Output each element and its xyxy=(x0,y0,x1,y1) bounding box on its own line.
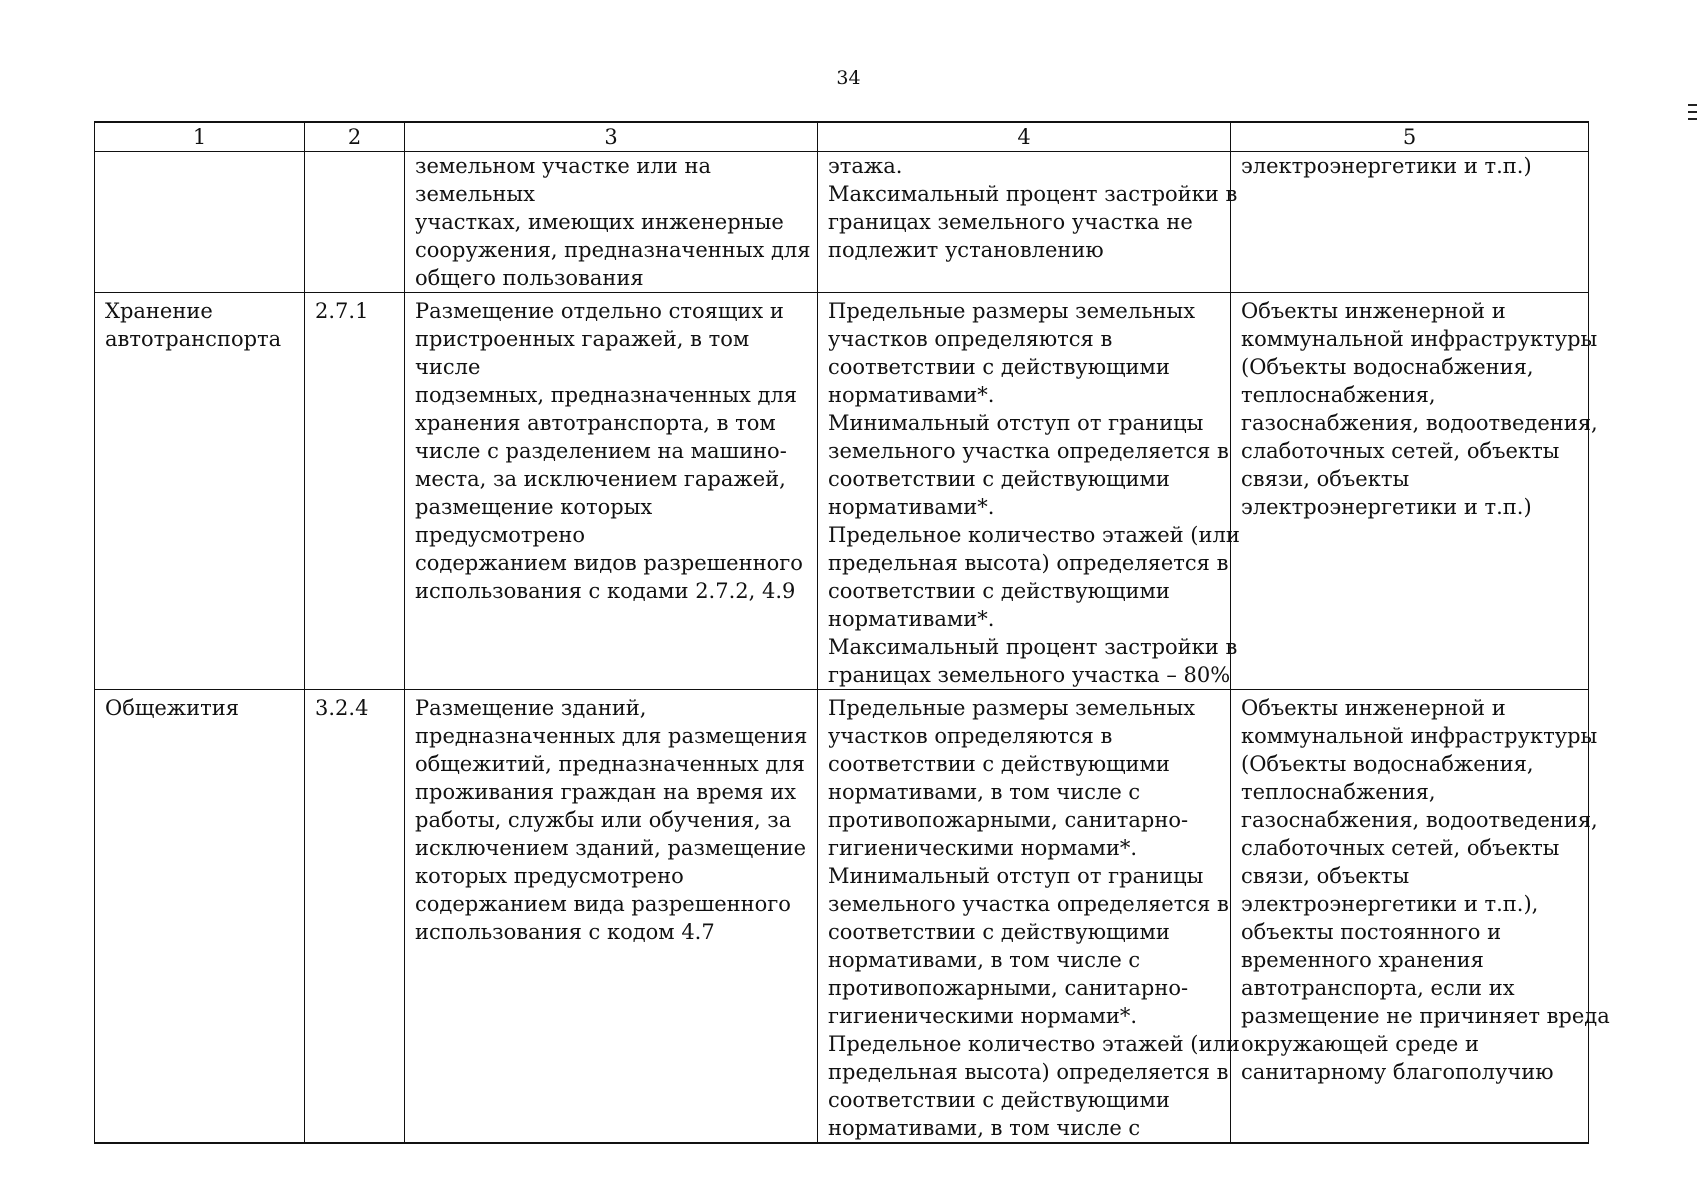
auxiliary-uses-cell xyxy=(1231,690,1610,1144)
cell-line: пристроенных гаражей, в том числе xyxy=(415,327,750,379)
cell-text: Общежития xyxy=(105,696,239,720)
use-code-cell xyxy=(305,293,405,690)
cell-line: автотранспорта, если их xyxy=(1241,976,1515,1000)
cell-line: границах земельного участка – 80% xyxy=(828,663,1231,687)
cell-line: связи, объекты xyxy=(1241,467,1410,491)
zoning-table xyxy=(94,121,1610,1144)
cell-line: границах земельного участка не xyxy=(828,210,1193,234)
table-row xyxy=(95,293,1589,690)
use-name-cell xyxy=(95,690,305,1144)
cell-line: Объекты инженерной и xyxy=(1241,696,1506,720)
edge-mark xyxy=(1688,111,1697,113)
cell-line: коммунальной инфраструктуры xyxy=(1241,724,1598,748)
cell-line: числе с разделением на машино- xyxy=(415,439,787,463)
cell-line: гигиеническими нормами*. xyxy=(828,1004,1138,1028)
use-description-cell xyxy=(405,152,818,293)
cell-line: земельного участка определяется в xyxy=(828,892,1229,916)
cell-text: 3.2.4 xyxy=(315,696,369,720)
cell-line: подлежит установлению xyxy=(828,238,1104,262)
cell-line: коммунальной инфраструктуры xyxy=(1241,327,1598,351)
cell-line: газоснабжения, водоотведения, xyxy=(1241,808,1598,832)
cell-line: соответствии с действующими xyxy=(828,752,1170,776)
cell-line: Предельное количество этажей (или xyxy=(828,523,1240,547)
cell-text: Хранение автотранспорта xyxy=(105,299,282,351)
parameters-cell xyxy=(818,152,1238,293)
cell-line: использования с кодом 4.7 xyxy=(415,920,715,944)
cell-line: содержанием вида разрешенного xyxy=(415,892,791,916)
use-code-cell xyxy=(305,152,405,293)
cell-line: связи, объекты xyxy=(1241,864,1410,888)
cell-line: содержанием видов разрешенного xyxy=(415,551,803,575)
cell-line: Предельные размеры земельных xyxy=(828,696,1196,720)
cell-line: теплоснабжения, xyxy=(1241,383,1436,407)
cell-line: противопожарными, санитарно- xyxy=(828,976,1189,1000)
cell-line: нормативами*. xyxy=(828,383,995,407)
cell-line: земельном участке или на земельных xyxy=(415,154,711,206)
auxiliary-uses-cell xyxy=(1231,152,1589,293)
cell-line: (Объекты водоснабжения, xyxy=(1241,355,1534,379)
cell-line: объекты постоянного и xyxy=(1241,920,1502,944)
cell-line: соответствии с действующими xyxy=(828,579,1170,603)
cell-line: хранения автотранспорта, в том xyxy=(415,411,776,435)
cell-line: проживания граждан на время их xyxy=(415,780,797,804)
cell-line: сооружения, предназначенных для xyxy=(415,238,811,262)
cell-line: Минимальный отступ от границы xyxy=(828,411,1204,435)
cell-line: Предельные размеры земельных xyxy=(828,299,1196,323)
cell-line: исключением зданий, размещение xyxy=(415,836,807,860)
use-description-cell xyxy=(405,293,818,690)
cell-line: предельная высота) определяется в xyxy=(828,1060,1229,1084)
cell-line: места, за исключением гаражей, xyxy=(415,467,786,491)
cell-line: предельная высота) определяется в xyxy=(828,551,1229,575)
cell-line: подземных, предназначенных для xyxy=(415,383,798,407)
cell-line: участков определяются в xyxy=(828,724,1113,748)
cell-line: окружающей среде и xyxy=(1241,1032,1479,1056)
cell-line: соответствии с действующими xyxy=(828,920,1170,944)
cell-line: теплоснабжения, xyxy=(1241,780,1436,804)
cell-line: которых предусмотрено xyxy=(415,864,684,888)
cell-line: работы, службы или обучения, за xyxy=(415,808,792,832)
cell-line: нормативами, в том числе с xyxy=(828,780,1141,804)
cell-line: соответствии с действующими xyxy=(828,1088,1170,1112)
cell-text: 2.7.1 xyxy=(315,299,369,323)
column-header: 3 xyxy=(405,122,818,152)
cell-line: Размещение зданий, xyxy=(415,696,647,720)
cell-line: размещение которых предусмотрено xyxy=(415,495,653,547)
cell-line: слаботочных сетей, объекты xyxy=(1241,439,1560,463)
cell-line: слаботочных сетей, объекты xyxy=(1241,836,1560,860)
cell-line: общего пользования xyxy=(415,266,644,290)
cell-line: Размещение отдельно стоящих и xyxy=(415,299,784,323)
page-number: 34 xyxy=(836,67,861,89)
cell-line: участках, имеющих инженерные xyxy=(415,210,784,234)
cell-line: Максимальный процент застройки в xyxy=(828,635,1238,659)
cell-line: санитарному благополучию xyxy=(1241,1060,1554,1084)
cell-line: (Объекты водоснабжения, xyxy=(1241,752,1534,776)
parameters-cell xyxy=(818,293,1240,690)
cell-line: нормативами, в том числе с xyxy=(828,1116,1141,1140)
cell-line: газоснабжения, водоотведения, xyxy=(1241,411,1598,435)
table-row xyxy=(95,152,1589,293)
cell-line: соответствии с действующими xyxy=(828,355,1170,379)
cell-line: Минимальный отступ от границы xyxy=(828,864,1204,888)
cell-line: общежитий, предназначенных для xyxy=(415,752,805,776)
cell-line: электроэнергетики и т.п.) xyxy=(1241,154,1532,178)
cell-line: земельного участка определяется в xyxy=(828,439,1229,463)
cell-line: нормативами*. xyxy=(828,607,995,631)
cell-line: противопожарными, санитарно- xyxy=(828,808,1189,832)
edge-mark xyxy=(1688,118,1697,120)
use-name-cell xyxy=(95,152,305,293)
cell-line: Объекты инженерной и xyxy=(1241,299,1506,323)
column-header: 5 xyxy=(1231,122,1589,152)
use-code-cell xyxy=(305,690,405,1144)
cell-line: гигиеническими нормами*. xyxy=(828,836,1138,860)
cell-line: соответствии с действующими xyxy=(828,467,1170,491)
table-header-row xyxy=(95,122,1589,152)
use-name-cell xyxy=(95,293,305,690)
cell-line: участков определяются в xyxy=(828,327,1113,351)
cell-line: электроэнергетики и т.п.) xyxy=(1241,495,1532,519)
column-header: 1 xyxy=(95,122,305,152)
column-header: 2 xyxy=(305,122,405,152)
column-header: 4 xyxy=(818,122,1231,152)
cell-line: Предельное количество этажей (или xyxy=(828,1032,1240,1056)
cell-line: этажа. xyxy=(828,154,903,178)
table-row xyxy=(95,690,1589,1144)
edge-mark xyxy=(1688,104,1697,106)
use-description-cell xyxy=(405,690,818,1144)
cell-line: временного хранения xyxy=(1241,948,1484,972)
cell-line: нормативами, в том числе с xyxy=(828,948,1141,972)
parameters-cell xyxy=(818,690,1240,1144)
cell-line: размещение не причиняет вреда xyxy=(1241,1004,1610,1028)
cell-line: предназначенных для размещения xyxy=(415,724,808,748)
auxiliary-uses-cell xyxy=(1231,293,1598,690)
cell-line: использования с кодами 2.7.2, 4.9 xyxy=(415,579,796,603)
cell-line: Максимальный процент застройки в xyxy=(828,182,1238,206)
edge-marks xyxy=(1688,104,1697,126)
cell-line: нормативами*. xyxy=(828,495,995,519)
cell-line: электроэнергетики и т.п.), xyxy=(1241,892,1539,916)
